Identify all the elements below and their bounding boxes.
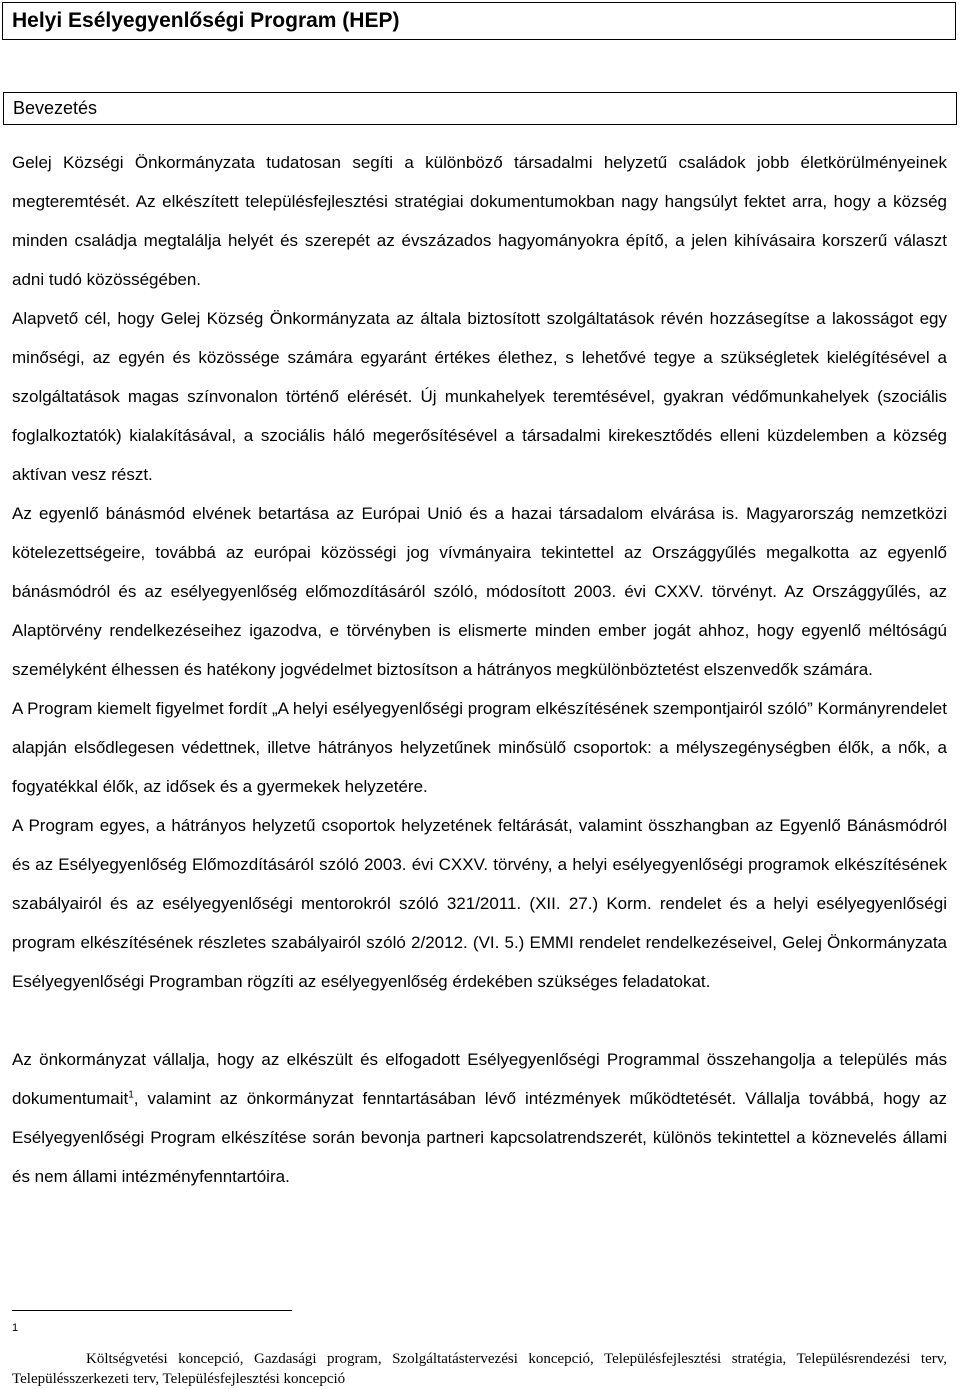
document-title: Helyi Esélyegyenlőségi Program (HEP): [2, 2, 956, 40]
paragraph-legal-basis: A Program egyes, a hátrányos helyzetű csoportok helyzetének feltárását, valamint összhangban az Egyenlő Bánásmódról és az Esélyegyenlőség Előmozdításáról szóló 2003. évi CXXV. törvény, a helyi esélyegyenlőségi programok elkészítésének szabályairól és az esélyegyenlőségi mentorokról szóló 321/2011. (XII. 27.) Korm. rendelet és a helyi esélyegyenlőségi program elkészítésének részletes szabályairól szóló 2/2012. (VI. 5.) EMMI rendelet rendelkezéseivel, Gelej Önkormányzata Esélyegyenlőségi Programban rögzíti az esélyegyenlőség érdekében szükséges feladatokat.: [12, 816, 947, 991]
document-body: [12, 143, 947, 1196]
paragraph-goal: Alapvető cél, hogy Gelej Község Önkormányzata az általa biztosított szolgáltatások révén hozzásegítse a lakosságot egy minőségi, az egyén és közössége számára egyaránt értékes élethez, s lehetővé tegye a szükségletek kielégítésével a szolgáltatások magas színvonalon történő elérését. Új munkahelyek teremtésével, gyakran védőmunkahelyek (szociális foglalkoztatók) kialakításával, a szociális háló megerősítésével a társadalmi kirekesztődés elleni küzdelemben a község aktívan vesz részt.: [12, 309, 947, 484]
paragraph-target-groups: A Program kiemelt figyelmet fordít „A helyi esélyegyenlőségi program elkészítésének szempontjairól szóló” Kormányrendelet alapján elsődlegesen védettnek, illetve hátrányos helyzetűnek minősülő csoportok: a mélyszegénységben élők, a nők, a fogyatékkal élők, az idősek és a gyermekek helyzetére.: [12, 699, 947, 796]
footnote-reference[interactable]: 1: [128, 1089, 134, 1101]
section-heading: Bevezetés: [3, 92, 957, 125]
paragraph-commitment: [12, 1040, 947, 1196]
paragraph-equal-treatment: Az egyenlő bánásmód elvének betartása az Európai Unió és a hazai társadalom elvárása is. Magyarország nemzetközi kötelezettségeire, továbbá az európai közösségi jog vívmányaira tekintettel az Országgyűlés megalkotta az egyenlő bánásmódról és az esélyegyenlőség előmozdításáról szóló, módosított 2003. évi CXXV. törvényt. Az Országgyűlés, az Alaptörvény rendelkezéseihez igazodva, e törvényben is elismerte minden ember jogát ahhoz, hogy egyenlő méltóságú személyként élhessen és hatékony jogvédelmet biztosítson a hátrányos megkülönböztetést elszenvedők számára.: [12, 504, 947, 679]
paragraph-commitment-end: , valamint az önkormányzat fenntartásában lévő intézmények működtetését. Vállalja továbbá, hogy az Esélyegyenlőségi Program elkészítése során bevonja partneri kapcsolatrendszerét, különös tekintettel a köznevelés állami és nem állami intézményfenntartóira.: [12, 1089, 947, 1186]
footnote-separator: [12, 1310, 292, 1311]
paragraph-commitment-start: Az önkormányzat vállalja, hogy az elkészült és elfogadott Esélyegyenlőségi Programmal összehangolja a település más dokumentumait: [12, 1050, 947, 1108]
footnote-text: Költségvetési koncepció, Gazdasági program, Szolgáltatástervezési koncepció, Településfejlesztési stratégia, Településrendezési terv, Településszerkezeti terv, Településfejlesztési koncepció: [12, 1351, 947, 1387]
footnote-number: 1: [12, 1322, 19, 1334]
paragraph-intro: Gelej Községi Önkormányzata tudatosan segíti a különböző társadalmi helyzetű családok jobb életkörülményeinek megteremtését. Az elkészített településfejlesztési stratégiai dokumentumokban nagy hangsúlyt fektet arra, hogy a község minden családja megtalálja helyét és szerepét az évszázados hagyományokra építő, a jelen kihívásaira korszerű választ adni tudó közösségében.: [12, 153, 947, 289]
